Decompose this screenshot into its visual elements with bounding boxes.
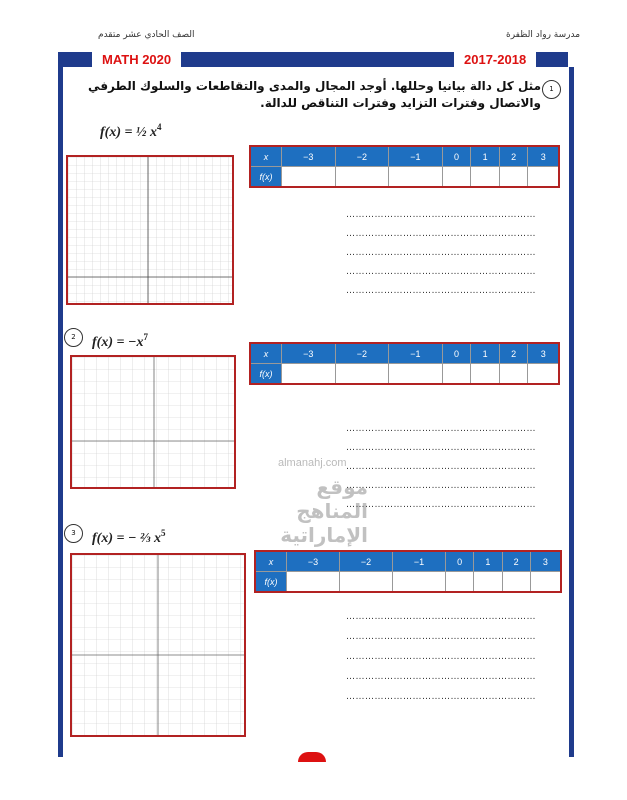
answer-line[interactable]: …………………………………………………… bbox=[346, 500, 536, 510]
fx-header: f(x) bbox=[255, 572, 287, 593]
answer-line[interactable]: …………………………………………………… bbox=[346, 481, 536, 491]
table-row-x bbox=[250, 146, 559, 167]
fx-cell[interactable] bbox=[528, 167, 559, 188]
table-row-x bbox=[250, 343, 559, 364]
fx-cell[interactable] bbox=[389, 167, 443, 188]
answer-line[interactable]: …………………………………………………… bbox=[346, 443, 536, 453]
x-value: 1 bbox=[471, 343, 500, 364]
fx-cell[interactable] bbox=[282, 364, 336, 385]
value-table-1 bbox=[249, 145, 560, 188]
function-1-exponent: 4 bbox=[156, 122, 162, 132]
fx-cell[interactable] bbox=[530, 572, 561, 593]
fx-cell[interactable] bbox=[287, 572, 340, 593]
graph-grid-2-svg bbox=[72, 357, 234, 487]
fx-header: f(x) bbox=[250, 167, 282, 188]
x-value: −2 bbox=[335, 343, 389, 364]
question-number: 1 bbox=[542, 80, 561, 99]
graph-grid-3[interactable] bbox=[70, 553, 246, 737]
table-row-fx bbox=[250, 167, 559, 188]
page-marker bbox=[298, 752, 326, 762]
fx-cell[interactable] bbox=[528, 364, 559, 385]
value-table-3 bbox=[254, 550, 562, 593]
fx-cell[interactable] bbox=[282, 167, 336, 188]
answer-line[interactable]: …………………………………………………… bbox=[346, 267, 536, 277]
x-value: −1 bbox=[389, 343, 443, 364]
x-header: x bbox=[250, 146, 282, 167]
x-value: −1 bbox=[392, 551, 445, 572]
watermark-url: almanahj.com bbox=[278, 457, 347, 469]
x-header: x bbox=[255, 551, 287, 572]
x-value: 0 bbox=[442, 343, 471, 364]
function-3-text: f(x) = − ⅔ x bbox=[92, 531, 161, 546]
value-table-2 bbox=[249, 342, 560, 385]
fx-cell[interactable] bbox=[471, 364, 500, 385]
x-value: 1 bbox=[474, 551, 502, 572]
x-value: 0 bbox=[442, 146, 471, 167]
fx-header: f(x) bbox=[250, 364, 282, 385]
fx-cell[interactable] bbox=[335, 167, 389, 188]
answer-line[interactable]: …………………………………………………… bbox=[346, 692, 536, 702]
x-value: 2 bbox=[499, 343, 528, 364]
school-name: مدرسة رواد الظفرة bbox=[506, 30, 581, 40]
answer-line[interactable]: …………………………………………………… bbox=[346, 632, 536, 642]
x-value: 3 bbox=[530, 551, 561, 572]
x-value: −2 bbox=[339, 551, 392, 572]
answer-line[interactable]: …………………………………………………… bbox=[346, 612, 536, 622]
x-value: 2 bbox=[499, 146, 528, 167]
fx-cell[interactable] bbox=[442, 167, 471, 188]
x-value: −2 bbox=[335, 146, 389, 167]
fx-cell[interactable] bbox=[445, 572, 473, 593]
function-3-exponent: 5 bbox=[160, 528, 166, 538]
course-label: MATH 2020 bbox=[92, 52, 181, 67]
function-2 bbox=[92, 332, 148, 351]
table-row-x bbox=[255, 551, 561, 572]
fx-cell[interactable] bbox=[442, 364, 471, 385]
answer-line[interactable]: …………………………………………………… bbox=[346, 286, 536, 296]
x-value: −3 bbox=[282, 343, 336, 364]
fx-cell[interactable] bbox=[392, 572, 445, 593]
function-1 bbox=[100, 122, 161, 141]
x-value: −3 bbox=[287, 551, 340, 572]
problem-3-number: 3 bbox=[64, 524, 83, 543]
fx-cell[interactable] bbox=[499, 167, 528, 188]
fx-cell[interactable] bbox=[474, 572, 502, 593]
school-year: 2017-2018 bbox=[454, 52, 536, 67]
graph-grid-3-svg bbox=[72, 555, 244, 735]
problem-2-number: 2 bbox=[64, 328, 83, 347]
fx-cell[interactable] bbox=[471, 167, 500, 188]
function-2-text: f(x) = −x bbox=[92, 335, 144, 350]
x-value: −1 bbox=[389, 146, 443, 167]
answer-line[interactable]: …………………………………………………… bbox=[346, 672, 536, 682]
watermark-text: موقع المناهج الإماراتية bbox=[280, 475, 368, 547]
x-value: 2 bbox=[502, 551, 530, 572]
x-value: 3 bbox=[528, 343, 559, 364]
fx-cell[interactable] bbox=[502, 572, 530, 593]
answer-line[interactable]: …………………………………………………… bbox=[346, 229, 536, 239]
answer-line[interactable]: …………………………………………………… bbox=[346, 248, 536, 258]
watermark bbox=[238, 455, 368, 547]
x-header: x bbox=[250, 343, 282, 364]
fx-cell[interactable] bbox=[499, 364, 528, 385]
instructions-text: مثل كل دالة بيانيا وحللها. أوجد المجال والمدى والتقاطعات والسلوك الطرفي والاتصال وفترات التزايد وفترات التناقص للدالة. bbox=[88, 79, 541, 110]
function-1-text: f(x) = ½ x bbox=[100, 125, 157, 140]
x-value: 1 bbox=[471, 146, 500, 167]
answer-line[interactable]: …………………………………………………… bbox=[346, 210, 536, 220]
fx-cell[interactable] bbox=[389, 364, 443, 385]
x-value: −3 bbox=[282, 146, 336, 167]
fx-cell[interactable] bbox=[335, 364, 389, 385]
answer-line[interactable]: …………………………………………………… bbox=[346, 424, 536, 434]
function-3 bbox=[92, 528, 165, 547]
function-2-exponent: 7 bbox=[143, 332, 148, 342]
table-row-fx bbox=[255, 572, 561, 593]
answer-line[interactable]: …………………………………………………… bbox=[346, 652, 536, 662]
graph-grid-1[interactable] bbox=[66, 155, 234, 305]
x-value: 0 bbox=[445, 551, 473, 572]
grade-label: الصف الحادي عشر متقدم bbox=[98, 30, 195, 40]
table-row-fx bbox=[250, 364, 559, 385]
graph-grid-2[interactable] bbox=[70, 355, 236, 489]
fx-cell[interactable] bbox=[339, 572, 392, 593]
answer-line[interactable]: …………………………………………………… bbox=[346, 462, 536, 472]
x-value: 3 bbox=[528, 146, 559, 167]
graph-grid-1-svg bbox=[68, 157, 232, 303]
